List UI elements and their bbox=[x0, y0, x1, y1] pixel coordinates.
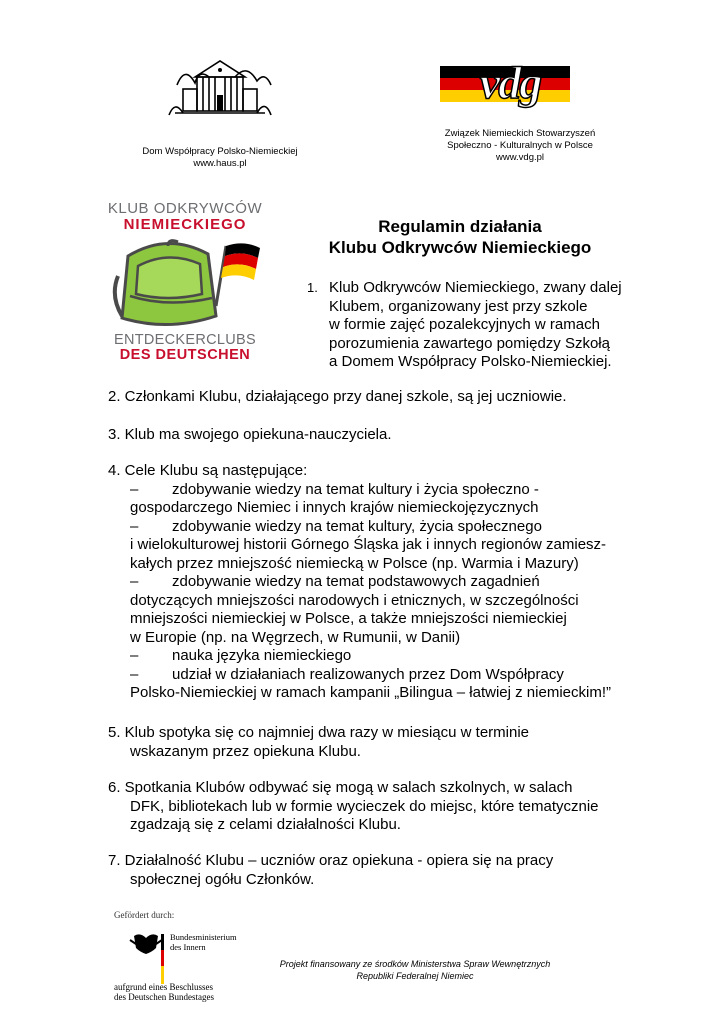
page-title-line1: Regulamin działania bbox=[378, 217, 542, 236]
goal-line: nauka języka niemieckiego bbox=[172, 647, 352, 664]
goal-line: gospodarczego Niemiec i innych krajów niemieckojęzycznych bbox=[130, 499, 539, 516]
goal-line: zdobywanie wiedzy na temat podstawowych zagadnień bbox=[172, 573, 540, 590]
left-org-url: www.haus.pl bbox=[193, 158, 247, 169]
rule-1-number: 1. bbox=[307, 280, 318, 295]
rule-1-line: porozumienia zawartego pomiędzy Szkołą bbox=[329, 334, 610, 352]
rule-4 bbox=[108, 462, 688, 703]
vdg-logo bbox=[440, 57, 570, 110]
rule-5 bbox=[108, 724, 688, 761]
right-org-url: www.vdg.pl bbox=[495, 152, 545, 163]
goal-line: zdobywanie wiedzy na temat kultury, życia społecznego bbox=[172, 517, 542, 535]
bullet-dash: – bbox=[130, 647, 139, 664]
rule-6-line: DFK, bibliotekach lub w formie wycieczek do miejsc, które tematycznie bbox=[130, 797, 599, 815]
bmi-logo bbox=[110, 910, 270, 1005]
bullet-dash: – bbox=[130, 480, 139, 498]
klub-logo bbox=[100, 200, 275, 365]
klub-logo-line2: NIEMIECKIEGO bbox=[123, 216, 247, 233]
bullet-dash: – bbox=[130, 517, 139, 535]
ministry-name-line2: des Innern bbox=[170, 942, 206, 952]
rule-1-line: Klubem, organizowany jest przy szkole bbox=[329, 297, 588, 315]
rule-7-line: 7. Działalność Klubu – uczniów oraz opiekuna - opiera się na pracy bbox=[108, 852, 554, 869]
funded-by-label: Gefördert durch: bbox=[114, 910, 175, 920]
goal-line: kałych przez mniejszość niemiecką w Polsce (np. Warmia i Mazury) bbox=[130, 554, 579, 572]
right-org-name2: Społeczno - Kulturalnych w Polsce bbox=[447, 140, 593, 151]
rule-6-line: zgadzają się z celami działalności Klubu. bbox=[130, 816, 401, 833]
eagle-flag-icon bbox=[126, 932, 166, 986]
rule-6-line: 6. Spotkania Klubów odbywać się mogą w salach szkolnych, w salach bbox=[108, 779, 573, 796]
klub-logo-line3: ENTDECKERCLUBS bbox=[114, 332, 256, 348]
project-note-line1: Projekt finansowany ze środków Ministerstwa Spraw Wewnętrznych bbox=[279, 959, 551, 969]
goal-line: dotyczących mniejszości narodowych i etnicznych, w szczególności bbox=[130, 591, 579, 609]
goal-line: zdobywanie wiedzy na temat kultury i życia społeczno - bbox=[172, 480, 539, 498]
bullet-dash: – bbox=[130, 665, 139, 683]
rule-5-line: 5. Klub spotyka się co najmniej dwa razy w miesiącu w terminie bbox=[108, 724, 530, 741]
goal-line: udział w działaniach realizowanych przez Dom Współpracy bbox=[172, 665, 564, 683]
rule-6 bbox=[108, 779, 698, 835]
haus-logo bbox=[165, 55, 275, 120]
decision-line1: aufgrund eines Beschlusses bbox=[114, 982, 213, 992]
ministry-name-line1: Bundesministerium bbox=[170, 932, 237, 942]
decision-line2: des Deutschen Bundestages bbox=[114, 992, 214, 1002]
goal-line: w Europie (np. na Węgrzech, w Rumunii, w Danii) bbox=[130, 628, 461, 646]
backpack-icon bbox=[108, 236, 268, 332]
rule-1-line: Klub Odkrywców Niemieckiego, zwany dalej bbox=[329, 279, 622, 296]
page-title-line2: Klubu Odkrywców Niemieckiego bbox=[328, 238, 592, 257]
rule-3: 3. Klub ma swojego opiekuna-nauczyciela. bbox=[108, 426, 392, 443]
goal-line: Polsko-Niemieckiej w ramach kampanii „Bilingua – łatwiej z niemieckim!” bbox=[130, 684, 611, 701]
goal-line: mniejszości niemieckiej w Polsce, a także mniejszości niemieckiej bbox=[130, 610, 567, 627]
rule-1-line: a Domem Współpracy Polsko-Niemieckiej. bbox=[329, 353, 612, 370]
building-icon bbox=[165, 55, 275, 120]
rule-7 bbox=[108, 852, 698, 889]
right-org-name1: Związek Niemieckich Stowarzyszeń bbox=[444, 128, 596, 139]
klub-logo-line4: DES DEUTSCHEN bbox=[119, 347, 251, 363]
vdg-logo-text: vdg bbox=[479, 57, 541, 108]
bullet-dash: – bbox=[130, 573, 139, 590]
project-note-line2: Republiki Federalnej Niemiec bbox=[356, 971, 474, 981]
rule-2: 2. Członkami Klubu, działającego przy danej szkole, są jej uczniowie. bbox=[108, 388, 567, 405]
rule-7-line: społecznej ogółu Członków. bbox=[130, 870, 315, 888]
rule-5-line: wskazanym przez opiekuna Klubu. bbox=[130, 742, 361, 760]
left-org-name: Dom Współpracy Polsko-Niemieckiej bbox=[142, 146, 298, 157]
klub-logo-line1: KLUB ODKRYWCÓW bbox=[107, 200, 263, 217]
rule-1 bbox=[307, 279, 647, 372]
rule-4-heading: 4. Cele Klubu są następujące: bbox=[108, 462, 308, 479]
goal-line: i wielokulturowej historii Górnego Śląska jak i innych regionów zamiesz- bbox=[130, 536, 607, 553]
rule-1-line: w formie zajęć pozalekcyjnych w ramach bbox=[329, 316, 600, 333]
